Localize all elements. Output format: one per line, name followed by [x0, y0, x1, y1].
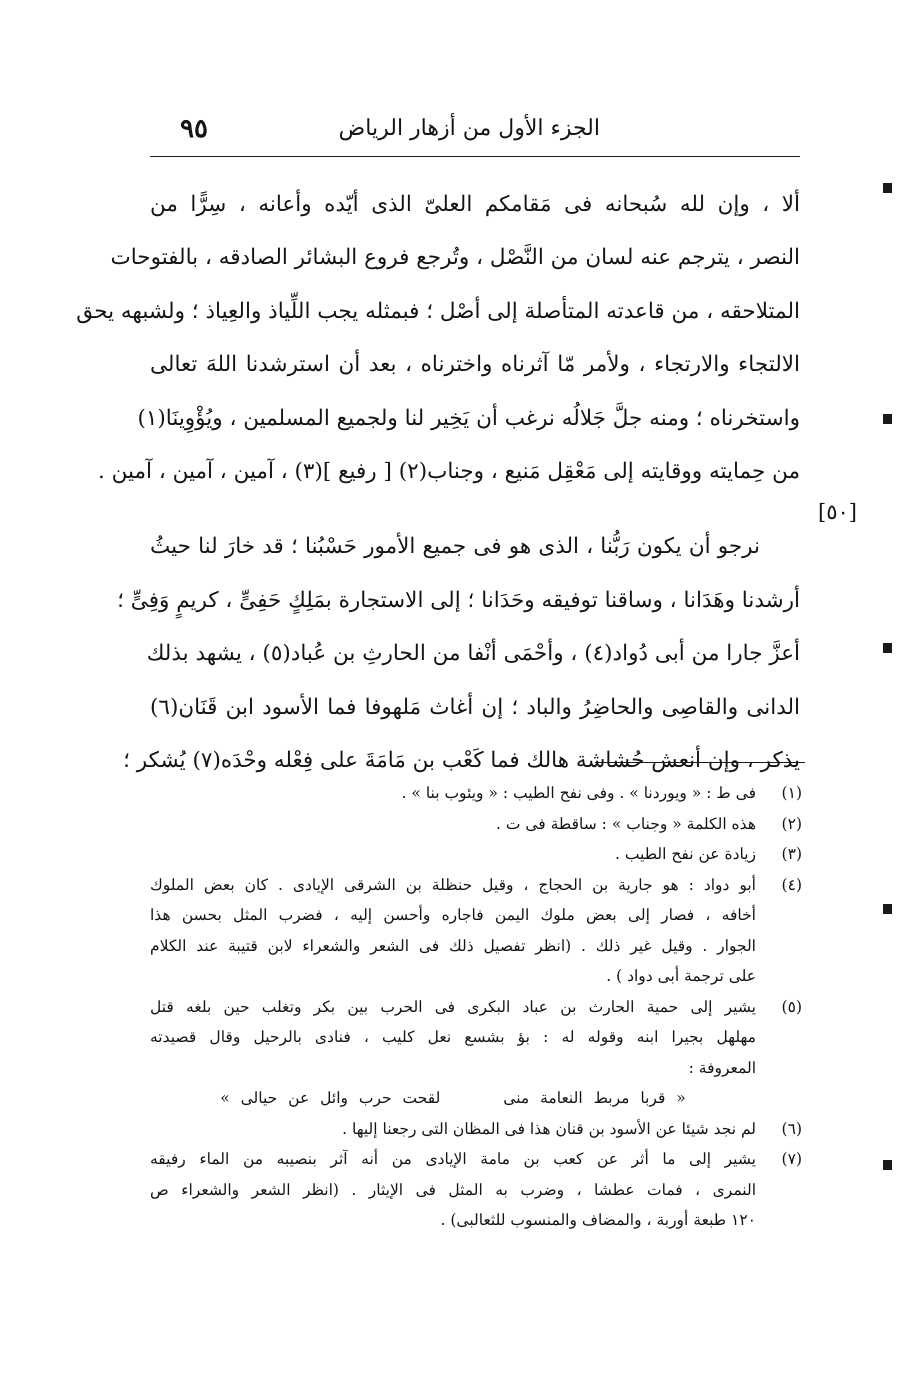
margin-mark: [883, 1160, 892, 1170]
footnote-line: هذه الكلمة « وجناب » : ساقطة فى ت .: [495, 814, 756, 833]
text-line: الدانى والقاصِى والحاضِرُ والباد ؛ إن أغاث مَلهوفا فما الأسود ابن قَنَان(٦): [150, 694, 800, 720]
page-header: [150, 108, 800, 157]
text-line: أرشدنا وهَدَانا ، وساقنا توفيقه وحَدَانا ؛ إلى الاستجارة بمَلِكٍ حَفِىٍّ ، كريمٍ وَفِىٍّ ؛: [117, 587, 800, 613]
margin-mark: [883, 183, 892, 193]
text-line: نرجو أن يكون رَبُّنا ، الذى هو فى جميع الأمور حَسْبُنا ؛ قد خارَ لنا حيثُ: [150, 534, 760, 560]
footnote-number: (١): [781, 784, 802, 802]
footnote-line: المعروفة :: [688, 1058, 756, 1077]
footnote-line: يشير إلى حمية الحارث بن عباد البكرى فى الحرب بين بكر وتغلب حين بلغه قتل: [150, 997, 756, 1016]
margin-mark: [883, 643, 892, 653]
footnote-2: [150, 809, 802, 840]
margin-mark: [883, 414, 892, 424]
body-text: [76, 178, 800, 787]
running-title: الجزء الأول من أزهار الرياض: [338, 116, 600, 141]
text-line: يذكر ، وإن أنعش حُشاشة هالك فما كَعْب بن مَامَةَ على فِعْله وحْدَه(٧) يُشكر ؛: [123, 747, 800, 773]
footnote-3: [150, 839, 802, 870]
verse-quote: [150, 1083, 802, 1114]
footnote-1: [150, 778, 802, 809]
footnote-line: على ترجمة أبى دواد ) .: [606, 967, 756, 985]
section-number: [٥٠]: [818, 500, 857, 524]
footnote-6: [150, 1114, 802, 1145]
footnote-line: فى ط : « ويوردنا » . وفى نفح الطيب : « ويئوب بنا » .: [401, 784, 756, 802]
footnotes: [150, 778, 802, 1236]
footnote-line: لم نجد شيئا عن الأسود بن قنان هذا فى المظان التى رجعنا إليها .: [342, 1119, 756, 1138]
footnote-line: مهلهل بجيرا ابنه وقوله له : بؤ بشسع نعل كليب ، فنادى بالرحيل وقال قصيدته: [150, 1028, 756, 1046]
margin-mark: [883, 904, 892, 914]
footnote-number: (٣): [781, 845, 802, 863]
text-line: النصر ، يترجم عنه لسان من النَّصْل ، وتُرجع فروع البشائر الصادقه ، بالفتوحات: [110, 245, 800, 271]
footnote-number: (٦): [781, 1119, 802, 1138]
footnote-separator: [595, 762, 805, 763]
paragraph-2: [117, 520, 800, 787]
page-number: ٩٥: [180, 114, 208, 144]
footnote-number: (٧): [781, 1150, 802, 1168]
verse-second-hemistich: لقحت حرب وائل عن حيالى »: [220, 1089, 441, 1107]
paragraph-gap: [150, 498, 800, 520]
footnote-7: [150, 1144, 802, 1236]
text-line: واستخرناه ؛ ومنه جلَّ جَلالُه نرغب أن يَخِير لنا ولجميع المسلمين ، ويُؤْوِينَا(١): [137, 405, 800, 431]
text-line: من حِمايته ووقايته إلى مَعْقِل مَنيع ، وجناب(٢) [ رفيع ](٣) ، آمين ، آمين ، آمين .: [98, 458, 800, 484]
footnote-line: يشير إلى ما أثر عن كعب بن مامة الإيادى من أنه آثر بنصيبه من الماء رفيقه: [150, 1150, 756, 1168]
footnote-5: [150, 992, 802, 1084]
footnote-number: (٤): [781, 875, 802, 894]
footnote-4: [150, 870, 802, 992]
text-line: ألا ، وإن لله سُبحانه فى مَقامكم العلىّ الذى أيّده وأعانه ، سِرًّا من: [150, 192, 800, 217]
footnote-line: زيادة عن نفح الطيب .: [614, 845, 756, 863]
footnote-line: أخافه ، فصار إلى بعض ملوك اليمن فاجاره وأحسن إليه ، فضرب المثل بحسن هذا: [150, 906, 756, 924]
footnote-line: أبو دواد : هو جارية بن الحجاج ، وقيل حنظلة بن الشرقى الإيادى . كان بعض الملوك: [150, 875, 756, 894]
text-line: أعزَّ جارا من أبى دُواد(٤) ، وأحْمَى أنْفا من الحارثِ بن عُباد(٥) ، يشهد بذلك: [146, 641, 800, 667]
footnote-line: النمرى ، فمات عطشا ، وضرب به المثل فى الإيثار . (انظر الشعر والشعراء ص: [150, 1180, 756, 1199]
footnote-number: (٥): [781, 997, 802, 1016]
footnote-line: ١٢٠ طبعة أوربة ، والمضاف والمنسوب للثعالبى) .: [440, 1211, 756, 1229]
paragraph-1: [76, 178, 800, 498]
text-line: الالتجاء والارتجاء ، ولأمر مّا آثرناه واخترناه ، بعد أن استرشدنا اللهَ تعالى: [150, 352, 800, 378]
verse-first-hemistich: « قربا مربط النعامة منى: [503, 1089, 686, 1107]
footnote-number: (٢): [781, 814, 802, 833]
text-line: المتلاحقه ، من قاعدته المتأصلة إلى أصْل ؛ فبمثله يجب اللِّياذ والعِياذ ؛ ولشبهه يحق: [76, 298, 800, 324]
footnote-line: الجوار . وقيل غير ذلك . (انظر تفصيل ذلك فى الشعر والشعراء لابن قتيبة عند الكلام: [150, 936, 756, 955]
